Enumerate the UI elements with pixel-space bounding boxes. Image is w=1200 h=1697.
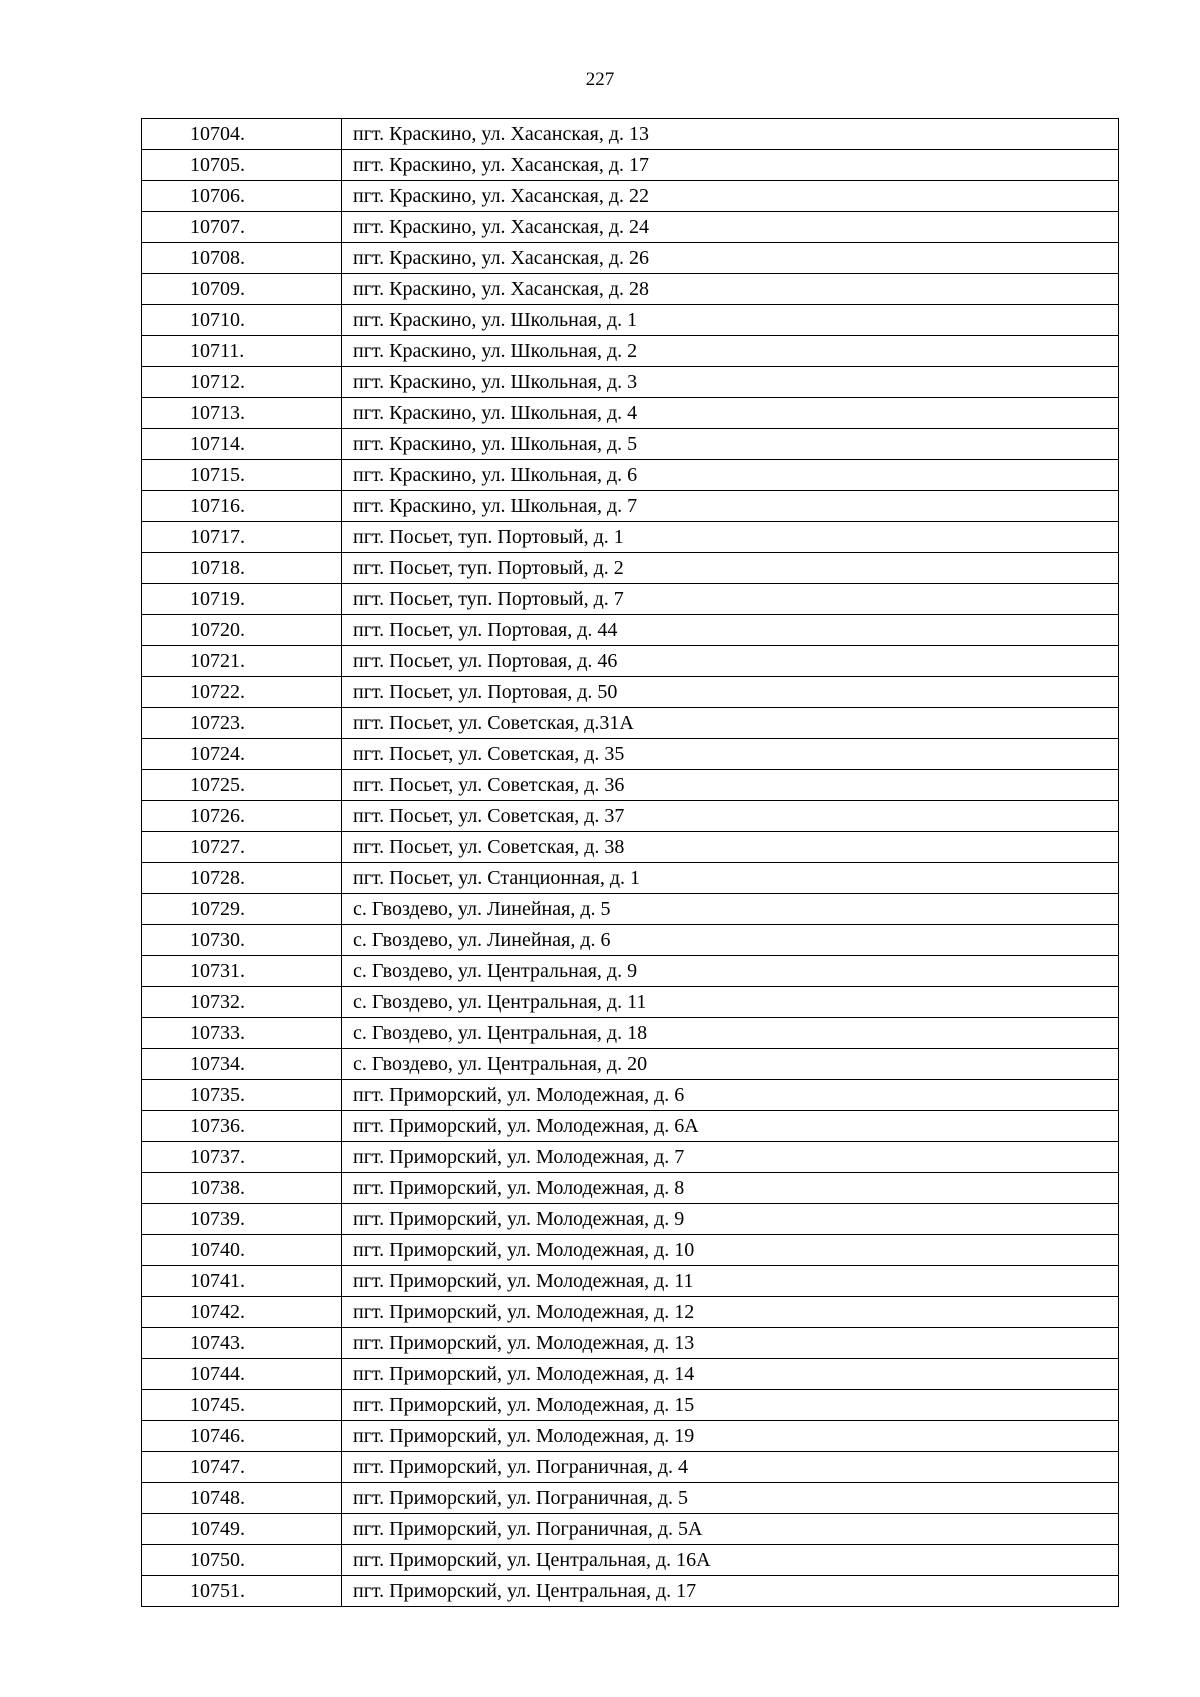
table-row xyxy=(142,398,1119,429)
address-cell: пгт. Посьет, ул. Станционная, д. 1 xyxy=(342,863,1119,894)
table-row xyxy=(142,522,1119,553)
row-number-cell: 10745. xyxy=(142,1390,342,1421)
table-row xyxy=(142,894,1119,925)
table-row xyxy=(142,181,1119,212)
table-row xyxy=(142,1483,1119,1514)
table-row xyxy=(142,274,1119,305)
row-number-cell: 10723. xyxy=(142,708,342,739)
address-cell: пгт. Краскино, ул. Хасанская, д. 22 xyxy=(342,181,1119,212)
address-cell: с. Гвоздево, ул. Линейная, д. 6 xyxy=(342,925,1119,956)
row-number-cell: 10719. xyxy=(142,584,342,615)
row-number-cell: 10732. xyxy=(142,987,342,1018)
address-cell: пгт. Краскино, ул. Школьная, д. 7 xyxy=(342,491,1119,522)
table-row xyxy=(142,646,1119,677)
table-row xyxy=(142,1514,1119,1545)
row-number-cell: 10724. xyxy=(142,739,342,770)
table-row xyxy=(142,1545,1119,1576)
table-row xyxy=(142,212,1119,243)
row-number-cell: 10751. xyxy=(142,1576,342,1607)
table-row xyxy=(142,1266,1119,1297)
table-row xyxy=(142,801,1119,832)
address-cell: пгт. Приморский, ул. Молодежная, д. 8 xyxy=(342,1173,1119,1204)
row-number-cell: 10705. xyxy=(142,150,342,181)
address-cell: с. Гвоздево, ул. Центральная, д. 20 xyxy=(342,1049,1119,1080)
address-cell: пгт. Приморский, ул. Пограничная, д. 4 xyxy=(342,1452,1119,1483)
row-number-cell: 10720. xyxy=(142,615,342,646)
row-number-cell: 10710. xyxy=(142,305,342,336)
row-number-cell: 10704. xyxy=(142,119,342,150)
table-row xyxy=(142,615,1119,646)
row-number-cell: 10722. xyxy=(142,677,342,708)
row-number-cell: 10740. xyxy=(142,1235,342,1266)
row-number-cell: 10742. xyxy=(142,1297,342,1328)
address-cell: пгт. Посьет, ул. Советская, д. 37 xyxy=(342,801,1119,832)
address-cell: пгт. Приморский, ул. Молодежная, д. 7 xyxy=(342,1142,1119,1173)
address-cell: пгт. Краскино, ул. Хасанская, д. 28 xyxy=(342,274,1119,305)
row-number-cell: 10750. xyxy=(142,1545,342,1576)
address-cell: пгт. Приморский, ул. Молодежная, д. 6А xyxy=(342,1111,1119,1142)
table-row xyxy=(142,739,1119,770)
table-row xyxy=(142,429,1119,460)
table-row xyxy=(142,987,1119,1018)
address-cell: пгт. Приморский, ул. Центральная, д. 16А xyxy=(342,1545,1119,1576)
row-number-cell: 10727. xyxy=(142,832,342,863)
table-row xyxy=(142,584,1119,615)
row-number-cell: 10729. xyxy=(142,894,342,925)
address-cell: пгт. Краскино, ул. Хасанская, д. 26 xyxy=(342,243,1119,274)
table-row xyxy=(142,491,1119,522)
table-row xyxy=(142,367,1119,398)
row-number-cell: 10733. xyxy=(142,1018,342,1049)
address-cell: пгт. Приморский, ул. Центральная, д. 17 xyxy=(342,1576,1119,1607)
table-row xyxy=(142,832,1119,863)
table-row xyxy=(142,1421,1119,1452)
row-number-cell: 10709. xyxy=(142,274,342,305)
address-cell: пгт. Краскино, ул. Школьная, д. 5 xyxy=(342,429,1119,460)
address-cell: пгт. Приморский, ул. Молодежная, д. 14 xyxy=(342,1359,1119,1390)
address-cell: пгт. Приморский, ул. Молодежная, д. 11 xyxy=(342,1266,1119,1297)
table-row xyxy=(142,1049,1119,1080)
row-number-cell: 10715. xyxy=(142,460,342,491)
row-number-cell: 10706. xyxy=(142,181,342,212)
table-row xyxy=(142,119,1119,150)
row-number-cell: 10744. xyxy=(142,1359,342,1390)
address-cell: пгт. Краскино, ул. Хасанская, д. 17 xyxy=(342,150,1119,181)
row-number-cell: 10735. xyxy=(142,1080,342,1111)
row-number-cell: 10712. xyxy=(142,367,342,398)
row-number-cell: 10731. xyxy=(142,956,342,987)
row-number-cell: 10718. xyxy=(142,553,342,584)
address-cell: с. Гвоздево, ул. Центральная, д. 9 xyxy=(342,956,1119,987)
table-row xyxy=(142,336,1119,367)
table-row xyxy=(142,1235,1119,1266)
address-cell: пгт. Приморский, ул. Молодежная, д. 10 xyxy=(342,1235,1119,1266)
address-cell: пгт. Приморский, ул. Молодежная, д. 12 xyxy=(342,1297,1119,1328)
address-cell: пгт. Приморский, ул. Молодежная, д. 13 xyxy=(342,1328,1119,1359)
row-number-cell: 10737. xyxy=(142,1142,342,1173)
address-cell: пгт. Приморский, ул. Молодежная, д. 15 xyxy=(342,1390,1119,1421)
row-number-cell: 10726. xyxy=(142,801,342,832)
row-number-cell: 10713. xyxy=(142,398,342,429)
address-cell: пгт. Приморский, ул. Молодежная, д. 19 xyxy=(342,1421,1119,1452)
table-row xyxy=(142,1452,1119,1483)
address-cell: пгт. Приморский, ул. Пограничная, д. 5 xyxy=(342,1483,1119,1514)
row-number-cell: 10730. xyxy=(142,925,342,956)
row-number-cell: 10725. xyxy=(142,770,342,801)
row-number-cell: 10748. xyxy=(142,1483,342,1514)
table-row xyxy=(142,460,1119,491)
address-cell: с. Гвоздево, ул. Центральная, д. 18 xyxy=(342,1018,1119,1049)
table-row xyxy=(142,150,1119,181)
row-number-cell: 10717. xyxy=(142,522,342,553)
table-row xyxy=(142,1173,1119,1204)
table-body xyxy=(142,119,1119,1607)
address-cell: пгт. Посьет, ул. Советская, д. 35 xyxy=(342,739,1119,770)
table-row xyxy=(142,553,1119,584)
row-number-cell: 10746. xyxy=(142,1421,342,1452)
table-row xyxy=(142,863,1119,894)
address-cell: пгт. Посьет, ул. Портовая, д. 50 xyxy=(342,677,1119,708)
table-row xyxy=(142,305,1119,336)
address-cell: пгт. Посьет, туп. Портовый, д. 1 xyxy=(342,522,1119,553)
address-cell: с. Гвоздево, ул. Центральная, д. 11 xyxy=(342,987,1119,1018)
table-row xyxy=(142,925,1119,956)
row-number-cell: 10707. xyxy=(142,212,342,243)
address-cell: пгт. Краскино, ул. Школьная, д. 2 xyxy=(342,336,1119,367)
row-number-cell: 10738. xyxy=(142,1173,342,1204)
address-cell: пгт. Посьет, ул. Советская, д.31А xyxy=(342,708,1119,739)
address-cell: пгт. Приморский, ул. Молодежная, д. 9 xyxy=(342,1204,1119,1235)
table-row xyxy=(142,1204,1119,1235)
address-cell: пгт. Краскино, ул. Школьная, д. 6 xyxy=(342,460,1119,491)
table-row xyxy=(142,1080,1119,1111)
address-cell: пгт. Посьет, ул. Портовая, д. 46 xyxy=(342,646,1119,677)
table-row xyxy=(142,770,1119,801)
address-cell: пгт. Краскино, ул. Школьная, д. 4 xyxy=(342,398,1119,429)
table-row xyxy=(142,1328,1119,1359)
table-row xyxy=(142,956,1119,987)
address-cell: пгт. Краскино, ул. Хасанская, д. 13 xyxy=(342,119,1119,150)
address-cell: пгт. Посьет, ул. Советская, д. 38 xyxy=(342,832,1119,863)
table-row xyxy=(142,677,1119,708)
address-cell: пгт. Краскино, ул. Школьная, д. 3 xyxy=(342,367,1119,398)
row-number-cell: 10743. xyxy=(142,1328,342,1359)
table-row xyxy=(142,1297,1119,1328)
address-cell: пгт. Посьет, туп. Портовый, д. 2 xyxy=(342,553,1119,584)
table-row xyxy=(142,1142,1119,1173)
row-number-cell: 10734. xyxy=(142,1049,342,1080)
address-cell: пгт. Приморский, ул. Пограничная, д. 5А xyxy=(342,1514,1119,1545)
row-number-cell: 10721. xyxy=(142,646,342,677)
row-number-cell: 10708. xyxy=(142,243,342,274)
table-row xyxy=(142,708,1119,739)
address-cell: пгт. Краскино, ул. Хасанская, д. 24 xyxy=(342,212,1119,243)
address-cell: пгт. Посьет, туп. Портовый, д. 7 xyxy=(342,584,1119,615)
table-row xyxy=(142,1018,1119,1049)
address-table xyxy=(141,118,1119,1607)
row-number-cell: 10749. xyxy=(142,1514,342,1545)
address-cell: пгт. Посьет, ул. Советская, д. 36 xyxy=(342,770,1119,801)
table-row xyxy=(142,243,1119,274)
row-number-cell: 10711. xyxy=(142,336,342,367)
row-number-cell: 10714. xyxy=(142,429,342,460)
address-cell: пгт. Посьет, ул. Портовая, д. 44 xyxy=(342,615,1119,646)
row-number-cell: 10747. xyxy=(142,1452,342,1483)
page-number: 227 xyxy=(585,69,615,90)
row-number-cell: 10716. xyxy=(142,491,342,522)
row-number-cell: 10739. xyxy=(142,1204,342,1235)
address-cell: пгт. Приморский, ул. Молодежная, д. 6 xyxy=(342,1080,1119,1111)
table-row xyxy=(142,1576,1119,1607)
address-cell: пгт. Краскино, ул. Школьная, д. 1 xyxy=(342,305,1119,336)
row-number-cell: 10741. xyxy=(142,1266,342,1297)
row-number-cell: 10728. xyxy=(142,863,342,894)
address-cell: с. Гвоздево, ул. Линейная, д. 5 xyxy=(342,894,1119,925)
row-number-cell: 10736. xyxy=(142,1111,342,1142)
table-row xyxy=(142,1359,1119,1390)
table-row xyxy=(142,1390,1119,1421)
table-row xyxy=(142,1111,1119,1142)
